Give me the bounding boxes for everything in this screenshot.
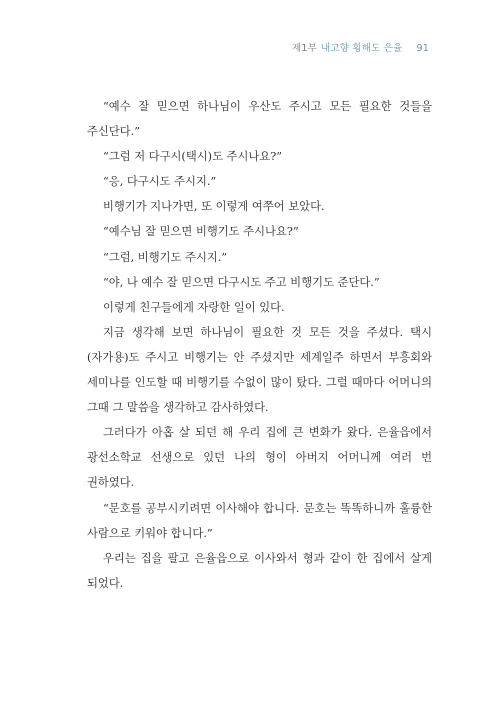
paragraph: “그럼 저 다구시(택시)도 주시나요?” — [103, 150, 283, 164]
running-header — [292, 40, 429, 54]
chapter-title: 내고향 횡해도 은율 — [321, 43, 403, 54]
paragraph: 우리는 집을 팔고 은율읍으로 이사와서 형과 같이 한 집에서 살게 되었다. — [87, 551, 432, 590]
paragraph: 지금 생각해 보면 하나님이 필요한 것 모든 것을 주셨다. 택시(자가용)도 주시고 비행기는 안 주셨지만 세계일주 하면서 부흥회와 세미나를 인도할 때 비행기를 수없이 많이 탔다. 그럴 때마다 어머니의 그때 그 말씀을 생각하고 감사하였다. — [87, 325, 432, 415]
paragraph: “그럼, 비행기도 주시지.” — [103, 250, 228, 264]
paragraph: “문호를 공부시키려면 이사해야 합니다. 문호는 똑똑하니까 훌륭한 사람으로 키워야 합니다.” — [87, 501, 432, 540]
paragraph: “응, 다구시도 주시지.” — [103, 175, 217, 189]
paragraph: “야, 나 예수 잘 믿으면 다구시도 주고 비행기도 준단다.” — [103, 275, 380, 289]
paragraph: 그러다가 아홉 살 되던 해 우리 집에 큰 변화가 왔다. 은율읍에서 광선소학교 선생으로 있던 나의 형이 아버지 어머니께 여러 번 권하였다. — [87, 426, 432, 490]
body-text — [87, 94, 432, 596]
paragraph: “예수님 잘 믿으면 비행기도 주시나요?” — [103, 225, 299, 239]
paragraph: 이렇게 친구들에게 자랑한 일이 있다. — [103, 300, 285, 314]
paragraph: 비행기가 지나가면, 또 이렇게 여쭈어 보았다. — [103, 200, 325, 214]
paragraph: “예수 잘 믿으면 하나님이 우산도 주시고 모든 필요한 것들을 주신단다.” — [87, 100, 432, 139]
page-number: 91 — [416, 43, 429, 54]
part-label: 제1부 — [292, 43, 318, 54]
